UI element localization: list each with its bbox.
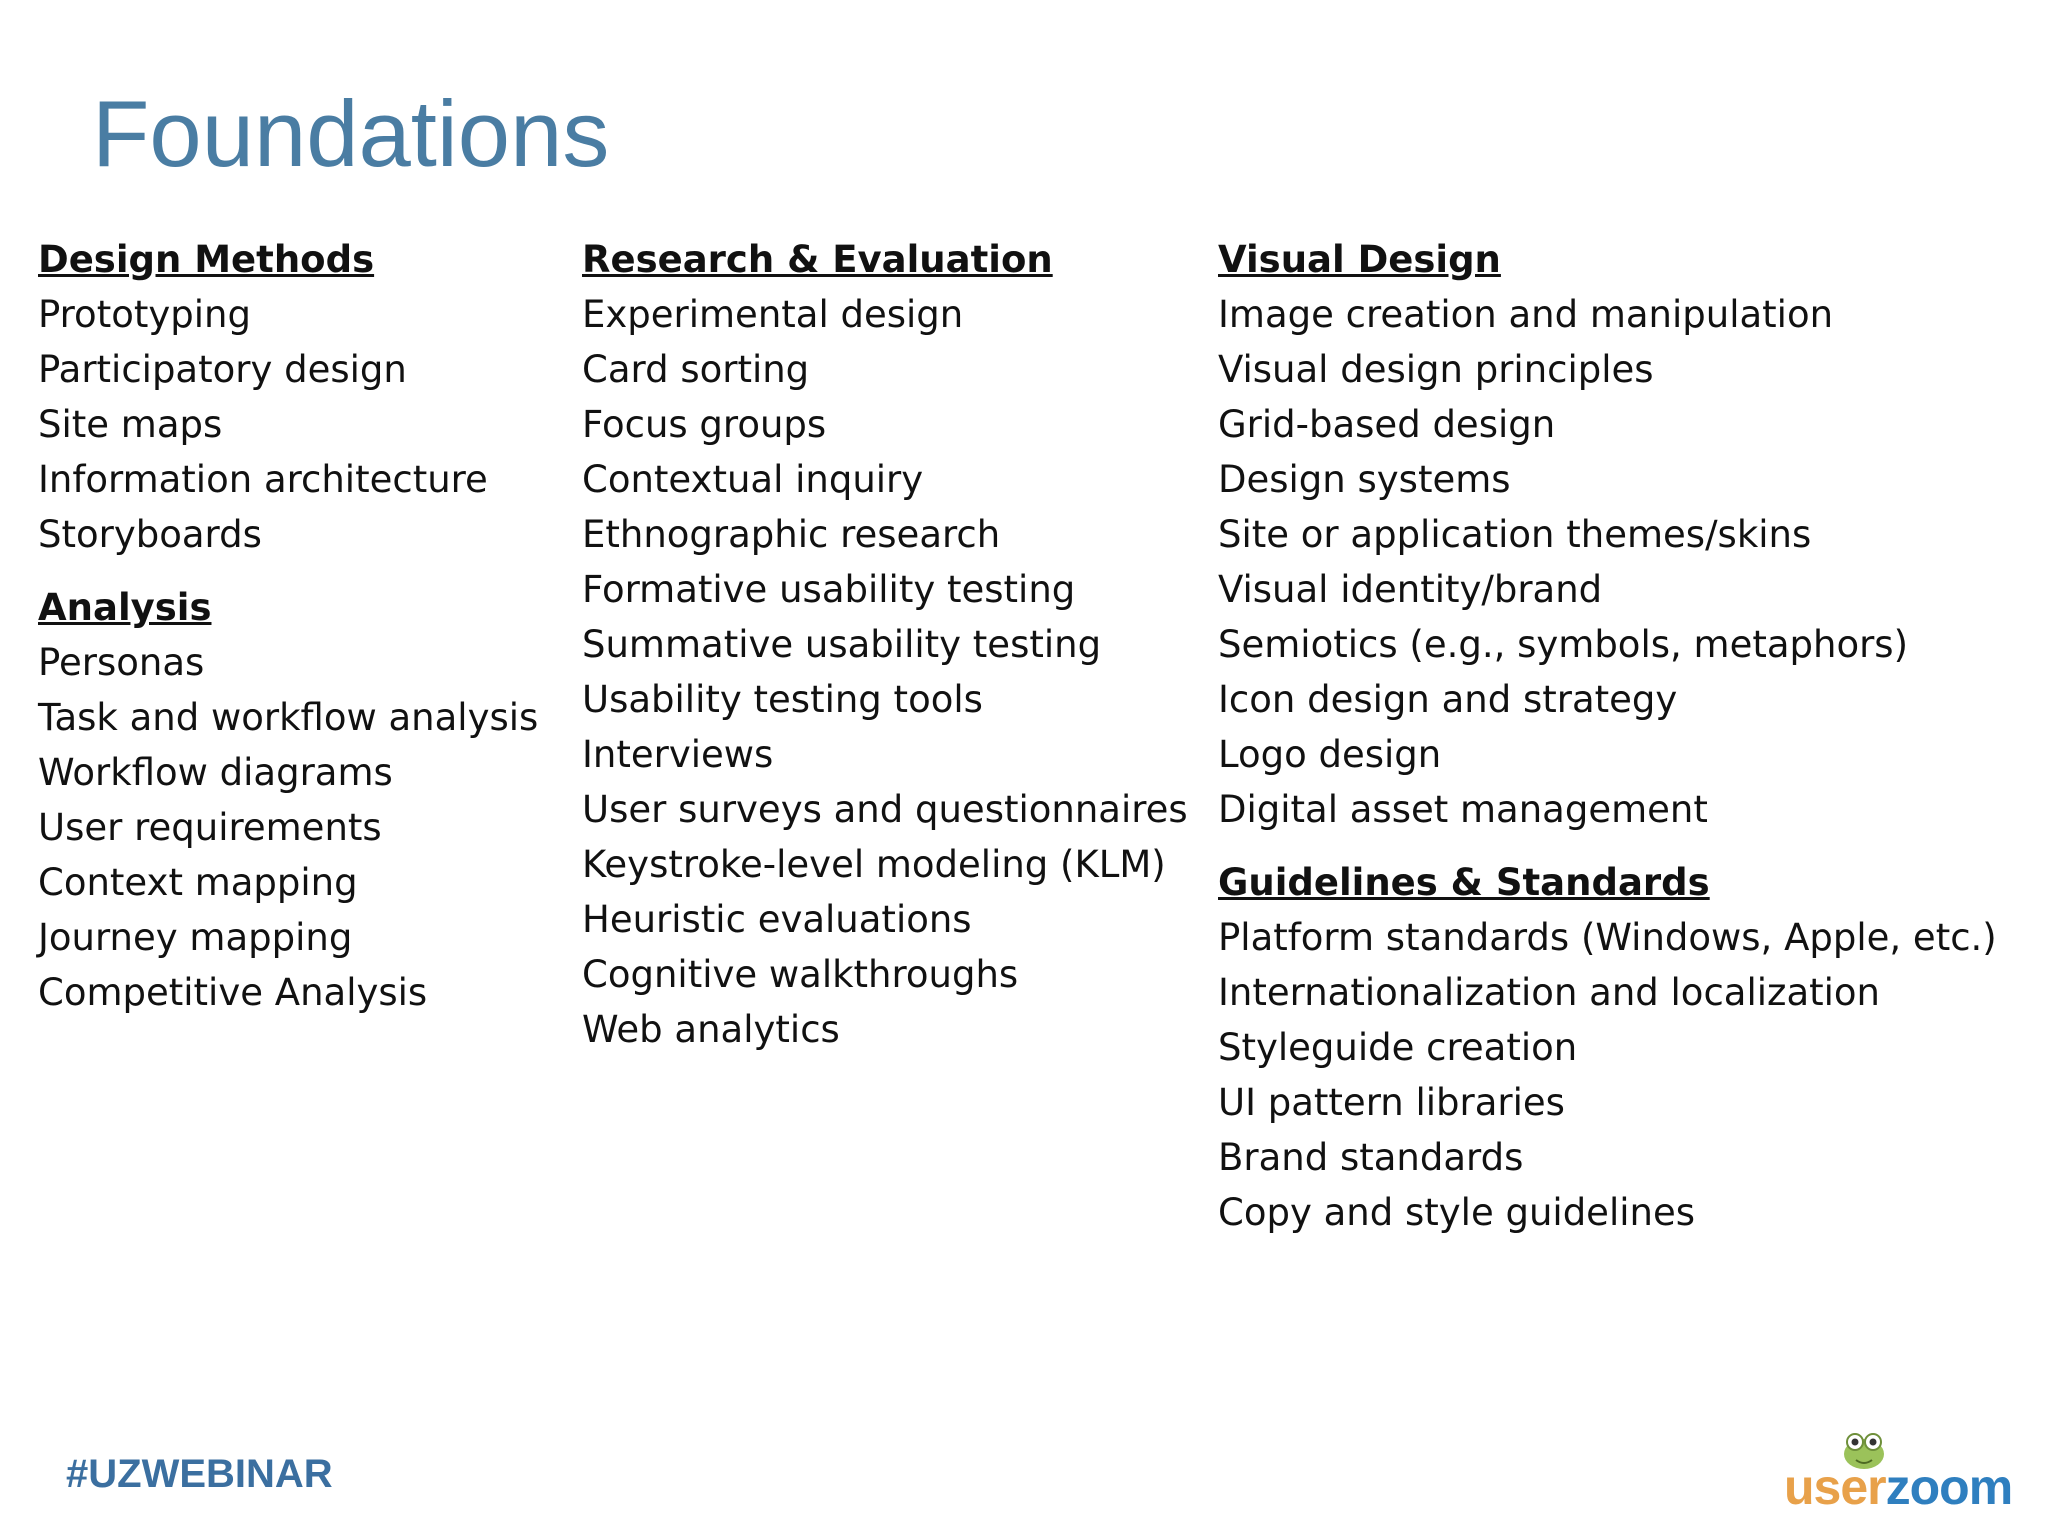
topic-list [1218, 910, 2038, 1240]
topic-item: Logo design [1218, 733, 1442, 776]
topic-item: Focus groups [582, 403, 827, 446]
topic-item: Journey mapping [38, 916, 353, 959]
topic-item: Cognitive walkthroughs [582, 953, 1019, 996]
topic-item: Design systems [1218, 458, 1511, 501]
topic-item: Styleguide creation [1218, 1026, 1578, 1069]
slide-title: Foundations [92, 81, 610, 186]
column-3 [1218, 232, 2038, 1258]
topic-item: Card sorting [582, 348, 810, 391]
topic-list [38, 635, 558, 1020]
topic-item: Copy and style guidelines [1218, 1191, 1695, 1234]
topic-list [38, 287, 558, 562]
section-heading: Design Methods [38, 238, 375, 281]
topic-item: Competitive Analysis [38, 971, 428, 1014]
topic-item: Formative usability testing [582, 568, 1076, 611]
topic-item: Summative usability testing [582, 623, 1102, 666]
topic-item: User requirements [38, 806, 382, 849]
topic-item: Internationalization and localization [1218, 971, 1880, 1014]
topic-item: Digital asset management [1218, 788, 1708, 831]
topic-item: Platform standards (Windows, Apple, etc.) [1218, 916, 1997, 959]
topic-item: Icon design and strategy [1218, 678, 1678, 721]
topic-section [38, 580, 558, 1020]
topic-item: Ethnographic research [582, 513, 1001, 556]
topic-item: Heuristic evaluations [582, 898, 972, 941]
topic-item: Task and workflow analysis [38, 696, 539, 739]
topic-item: Grid-based design [1218, 403, 1556, 446]
userzoom-logo [1776, 1420, 2016, 1515]
topic-item: UI pattern libraries [1218, 1081, 1565, 1124]
topic-item: Visual design principles [1218, 348, 1654, 391]
topic-list [582, 287, 1222, 1057]
topic-item: Semiotics (e.g., symbols, metaphors) [1218, 623, 1909, 666]
topic-item: Storyboards [38, 513, 262, 556]
column-2 [582, 232, 1222, 1075]
topic-item: Keystroke-level modeling (KLM) [582, 843, 1166, 886]
topic-item: Contextual inquiry [582, 458, 924, 501]
column-1 [38, 232, 558, 1038]
topic-section [38, 232, 558, 562]
topic-item: Visual identity/brand [1218, 568, 1603, 611]
topic-item: Workflow diagrams [38, 751, 393, 794]
topic-item: Participatory design [38, 348, 407, 391]
topic-item: Prototyping [38, 293, 251, 336]
section-heading: Guidelines & Standards [1218, 861, 1710, 904]
topic-item: Web analytics [582, 1008, 840, 1051]
section-heading: Visual Design [1218, 238, 1501, 281]
topic-item: Interviews [582, 733, 774, 776]
logo-text-zoom: zoom [1885, 1459, 2013, 1515]
topic-item: Personas [38, 641, 205, 684]
topic-item: Site or application themes/skins [1218, 513, 1812, 556]
hashtag: #UZWEBINAR [66, 1452, 333, 1496]
topic-item: Image creation and manipulation [1218, 293, 1834, 336]
topic-item: Brand standards [1218, 1136, 1524, 1179]
topic-item: Usability testing tools [582, 678, 983, 721]
topic-section [1218, 232, 2038, 837]
logo-text-user: user [1784, 1459, 1886, 1515]
section-heading: Analysis [38, 586, 212, 629]
topic-section [1218, 855, 2038, 1240]
topic-item: User surveys and questionnaires [582, 788, 1188, 831]
topic-list [1218, 287, 2038, 837]
topic-item: Context mapping [38, 861, 358, 904]
logo-text [1784, 1458, 2012, 1516]
topic-item: Experimental design [582, 293, 964, 336]
topic-section [582, 232, 1222, 1057]
topic-item: Information architecture [38, 458, 488, 501]
topic-item: Site maps [38, 403, 223, 446]
section-heading: Research & Evaluation [582, 238, 1053, 281]
